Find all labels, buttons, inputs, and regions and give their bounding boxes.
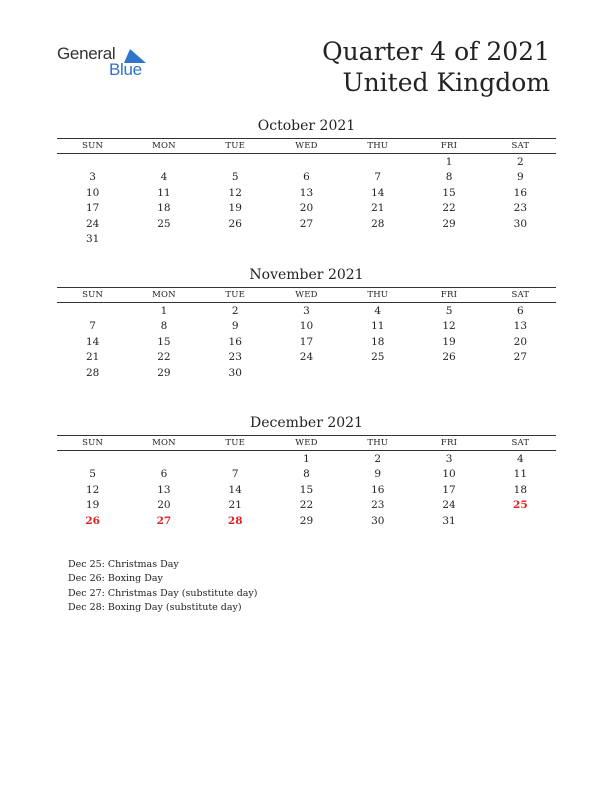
month-title: December 2021 [250,415,363,431]
day-cell: 24 [442,499,456,512]
week-row [57,303,556,319]
day-cell: 3 [303,304,310,317]
day-cell: 24 [299,351,314,364]
weekday-label: WED [295,290,318,300]
day-cell: 23 [513,202,528,215]
day-cell: 28 [85,366,100,379]
week-row [57,170,556,186]
day-cell: 5 [231,171,239,184]
day-cell: 22 [299,499,314,512]
week-row [57,319,556,335]
day-cell: 12 [228,186,242,199]
day-cell: 3 [445,452,453,465]
day-cell: 11 [513,468,528,481]
day-cell: 10 [442,468,456,481]
weekday-label: SUN [82,438,104,448]
weekday-label: SAT [511,141,530,151]
month-calendar [57,414,556,529]
holiday-note: Dec 28: Boxing Day (substitute day) [68,601,242,613]
day-cell: 19 [85,499,100,512]
day-cell: 25 [513,499,528,512]
logo-general-text: General [57,44,116,63]
day-cell: 4 [160,171,168,184]
day-cell: 14 [228,483,242,496]
week-row [57,350,556,366]
day-cell: 8 [160,320,168,333]
day-cell: 29 [442,217,456,230]
day-cell: 16 [371,483,385,496]
day-cell: 1 [445,155,453,168]
day-cell: 21 [371,202,385,215]
weekday-label: MON [152,141,176,151]
month-title: October 2021 [257,118,356,134]
holiday-notes [68,558,258,615]
day-cell: 30 [513,217,528,230]
month-calendar [57,117,556,247]
week-row [57,216,556,232]
day-cell: 30 [228,366,242,379]
day-cell: 31 [442,514,456,527]
day-cell: 28 [371,217,385,230]
weekday-label: THU [367,141,389,151]
day-cell: 6 [516,304,524,317]
day-cell: 19 [442,335,456,348]
holiday-note: Dec 25: Christmas Day [68,559,179,570]
day-cell: 10 [85,186,100,199]
weekday-label: TUE [225,438,246,448]
day-cell: 23 [371,499,385,512]
week-row [57,232,556,248]
day-cell: 17 [442,483,456,496]
day-cell: 4 [374,304,382,317]
day-cell: 27 [156,514,172,527]
weekday-header [57,138,556,154]
holiday-note: Dec 26: Boxing Day [68,573,163,585]
weekday-label: WED [295,438,318,448]
week-row [57,482,556,498]
day-cell: 18 [371,335,385,348]
weekday-label: FRI [440,141,458,151]
day-cell: 1 [303,452,310,465]
day-cell: 24 [85,217,100,230]
day-cell: 17 [85,202,100,215]
day-cell: 31 [85,233,100,246]
day-cell: 10 [299,320,314,333]
day-cell: 17 [299,335,314,348]
day-cell: 14 [85,335,100,348]
day-cell: 18 [157,202,171,215]
day-cell: 27 [513,351,528,364]
weekday-label: TUE [225,290,246,300]
day-cell: 6 [160,468,168,481]
day-cell: 9 [374,468,382,481]
day-cell: 18 [513,483,528,496]
day-cell: 7 [89,320,96,333]
day-cell: 21 [85,351,100,364]
day-cell: 26 [85,514,100,527]
day-cell: 20 [157,499,171,512]
day-cell: 22 [157,351,171,364]
day-cell: 15 [299,483,314,496]
day-cell: 8 [303,468,310,481]
day-cell: 4 [516,452,524,465]
day-cell: 2 [516,155,524,168]
week-row [57,498,556,514]
day-cell: 15 [157,335,171,348]
day-cell: 11 [371,320,385,333]
week-row [57,513,556,529]
week-row [57,467,556,483]
day-cell: 7 [374,171,382,184]
day-cell: 29 [299,514,314,527]
day-cell: 23 [228,351,242,364]
day-cell: 12 [442,320,456,333]
day-cell: 5 [445,304,453,317]
day-cell: 25 [157,217,171,230]
day-cell: 6 [303,171,310,184]
day-cell: 2 [374,452,382,465]
day-cell: 22 [442,202,456,215]
day-cell: 14 [371,186,385,199]
holiday-note: Dec 27: Christmas Day (substitute day) [68,587,258,599]
month-calendar [57,266,556,381]
day-cell: 26 [442,351,456,364]
day-cell: 25 [371,351,385,364]
day-cell: 30 [371,514,385,527]
weekday-header [57,287,556,303]
day-cell: 16 [513,186,528,199]
day-cell: 15 [442,186,456,199]
day-cell: 9 [231,320,239,333]
weekday-label: SUN [82,290,104,300]
day-cell: 27 [299,217,314,230]
week-row [57,154,556,170]
week-row [57,451,556,467]
day-cell: 13 [299,186,314,199]
day-cell: 20 [299,202,314,215]
week-row [57,185,556,201]
day-cell: 16 [228,335,242,348]
day-cell: 20 [513,335,528,348]
logo-blue-text: Blue [109,60,142,79]
weekday-label: WED [295,141,318,151]
day-cell: 5 [89,468,96,481]
day-cell: 21 [228,499,242,512]
country-title: United Kingdom [342,68,550,97]
page-title [322,36,550,98]
day-cell: 13 [157,483,171,496]
day-cell: 3 [89,171,96,184]
day-cell: 8 [445,171,453,184]
day-cell: 13 [513,320,528,333]
weekday-label: SAT [511,290,530,300]
weekday-label: MON [152,290,176,300]
weekday-label: THU [367,438,389,448]
week-row [57,365,556,381]
week-row [57,201,556,217]
weekday-label: SAT [511,438,530,448]
day-cell: 2 [231,304,239,317]
day-cell: 11 [157,186,171,199]
weekday-label: FRI [440,438,458,448]
day-cell: 1 [160,304,168,317]
month-title: November 2021 [249,267,364,283]
day-cell: 12 [85,483,100,496]
weekday-header [57,435,556,451]
day-cell: 26 [228,217,242,230]
day-cell: 29 [157,366,171,379]
weekday-label: FRI [440,290,458,300]
logo [57,44,157,84]
weekday-label: MON [152,438,176,448]
quarter-title: Quarter 4 of 2021 [322,37,550,66]
day-cell: 19 [228,202,242,215]
weekday-label: THU [367,290,389,300]
week-row [57,334,556,350]
weekday-label: SUN [82,141,104,151]
weekday-label: TUE [225,141,246,151]
day-cell: 9 [516,171,524,184]
day-cell: 28 [227,514,243,527]
day-cell: 7 [231,468,239,481]
